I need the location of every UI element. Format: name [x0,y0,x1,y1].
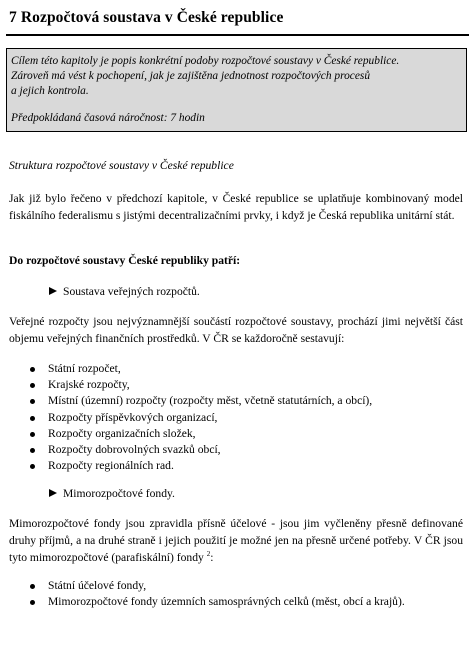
list-item: Rozpočty příspěvkových organizací, [30,410,372,426]
arrow-item-public-budgets [49,285,200,298]
list-item: Rozpočty regionálních rad. [30,458,372,474]
bullet-icon [30,600,35,605]
list-item: Státní rozpočet, [30,361,372,377]
bullet-icon [30,399,35,404]
list-item: Mimorozpočtové fondy územních samosprávných celků (měst, obcí a krajů). [30,594,405,610]
bullet-icon [30,464,35,469]
bold-subheading: Do rozpočtové soustavy České republiky patří: [9,254,241,267]
paragraph-extrabudgetary-funds: Mimorozpočtové fondy jsou zpravidla přísně účelové - jsou jim vyčleněny přesně definované druhy příjmů, a na druhé straně i jejich použití je možné jen na přesně určené potřeby. V ČR jsou tyto mimorozpočtové (parafiskální) fondy $^2$: [9,517,463,564]
arrow-bullet-icon [49,287,57,295]
funds-list [30,578,405,610]
list-item: Rozpočty dobrovolných svazků obcí, [30,442,372,458]
list-item: Rozpočty organizačních složek, [30,426,372,442]
bullet-icon [30,367,35,372]
list-item: Místní (územní) rozpočty (rozpočty měst, včetně statutárních, a obcí), [30,393,372,409]
list-item: Krajské rozpočty, [30,377,372,393]
bullet-icon [30,448,35,453]
chapter-title: 7 Rozpočtová soustava v České republice [9,9,284,26]
arrow-item-extrabudgetary-funds [49,487,175,500]
list-item: Státní účelové fondy, [30,578,405,594]
bullet-icon [30,584,35,589]
arrow-item-label: Mimorozpočtové fondy. [63,487,175,500]
arrow-item-label: Soustava veřejných rozpočtů. [63,285,200,298]
footnote-marker[interactable]: 2 [206,550,211,559]
bullet-icon [30,432,35,437]
bullet-icon [30,383,35,388]
arrow-bullet-icon [49,489,57,497]
paragraph-intro: Jak již bylo řečeno v předchozí kapitole, v České republice se uplatňuje kombinovaný model fiskálního federalismu s jistými decentralizačními prvky, i když je Česká republika unitární stát. [9,192,463,222]
time-estimate: Předpokládaná časová náročnost: 7 hodin [11,112,205,124]
intro-line-2: Zároveň má vést k pochopení, jak je zajištěna jednotnost rozpočtových procesů [11,70,371,82]
bullet-icon [30,416,35,421]
intro-line-1: Cílem této kapitoly je popis konkrétní podoby rozpočtové soustavy v České republice. [11,55,400,67]
section-heading: Struktura rozpočtové soustavy v České republice [9,159,234,172]
title-underline [6,34,469,36]
paragraph-public-budgets: Veřejné rozpočty jsou nejvýznamnější součástí rozpočtové soustavy, prochází jimi největší část objemu veřejných finančních prostředků. V ČR se každoročně sestavují: [9,315,463,345]
budget-list [30,361,372,474]
intro-line-3: a jejich kontrola. [11,85,89,97]
